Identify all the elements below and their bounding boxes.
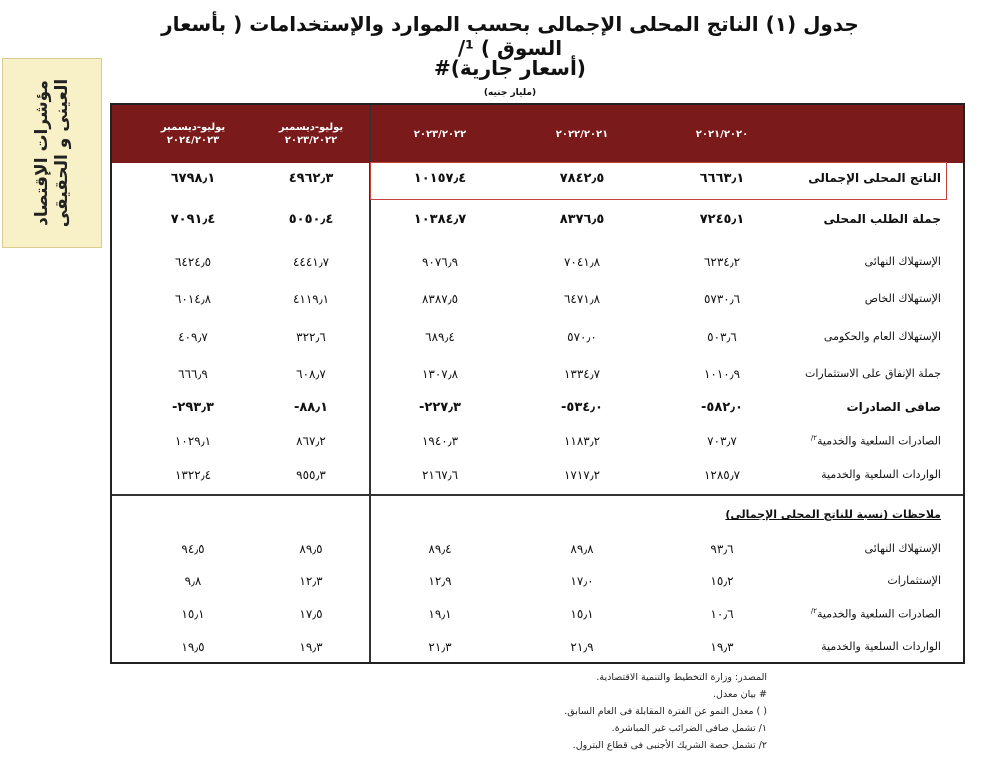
table-cell: ٤٠٩٫٧ [178,330,208,344]
table-cell: ١٣٠٧٫٨ [421,367,459,381]
table-cell: ٦٧٩٨٫١ [170,171,216,186]
table-cell: ١٥٫١ [181,607,205,621]
note-row [112,607,963,627]
table-cell: ٨٩٫٥ [299,542,323,556]
table-cell: ٧٢٤٥٫١ [699,212,745,227]
table-cell: ٨٣٨٧٫٥ [421,292,459,306]
table-cell: ٩٠٧٦٫٩ [421,255,459,269]
table-cell: ٨٣٧٦٫٥ [559,212,605,227]
table-cell: ٦٠١٤٫٨ [174,292,212,306]
table-cell: ٦٤٢٤٫٥ [174,255,212,269]
row-label: جملة الطلب المحلى [823,212,941,226]
col-header-2: ٢٠٢٢/٢٠٢١ [555,128,609,140]
table-cell: ١٩٫٥ [181,640,205,654]
row-label: صافى الصادرات [846,400,941,414]
note-row [112,574,963,594]
row-label: الصادرات السلعية والخدمية$^{٢/}$ [810,607,941,621]
table-cell: ١٣٣٤٫٧ [563,367,601,381]
table-cell: -٢٩٣٫٣ [171,400,214,415]
table-cell: ١٢٫٣ [299,574,323,588]
table-cell: ٤٤٤١٫٧ [292,255,330,269]
table-cell: ٥٠٥٠٫٤ [288,212,334,227]
col-header-4: يوليو-ديسمبر ٢٠٢٣/٢٠٢٢ [278,122,344,146]
table-cell: ٧٠٣٫٧ [707,434,737,448]
table-cell: ١٣٢٢٫٤ [174,468,212,482]
table-cell: ٧٠٩١٫٤ [170,212,216,227]
table-row [112,400,963,420]
table-cell: ٦٢٣٤٫٢ [703,255,741,269]
table-cell: ٨٩٫٨ [570,542,594,556]
row-label: الواردات السلعية والخدمية [821,640,941,653]
table-row [112,171,963,191]
table-cell: ١١٨٣٫٢ [563,434,601,448]
note-row [112,542,963,562]
table-cell: -٢٢٧٫٣ [418,400,461,415]
table-cell: ١٧٫٥ [299,607,323,621]
row-label: الصادرات السلعية والخدمية$^{٢/}$ [810,434,941,448]
row-label: الإستهلاك النهائى [864,255,941,268]
table-cell: ٩٫٨ [184,574,202,588]
footnote-source: المصدر: وزارة التخطيط والتنمية الاقتصادية. [596,672,767,683]
table-cell: ٦٨٩٫٤ [425,330,455,344]
notes-header: ملاحظات (نسبة للناتج المحلى الإجمالى) [725,508,941,521]
table-cell: ١٩٤٠٫٣ [421,434,459,448]
notes-header-row [112,508,963,528]
footnote-growth: ( ) معدل النمو عن الفترة المقابلة فى العام السابق. [564,706,767,717]
note-row [112,640,963,660]
table-cell: ٩٥٥٫٣ [296,468,326,482]
col-header-1: ٢٠٢١/٢٠٢٠ [695,128,749,140]
table-row [112,330,963,350]
row-label: الإستهلاك العام والحكومى [823,330,941,343]
side-tab [2,58,102,248]
table-cell: ٦٦٦٫٩ [178,367,208,381]
row-label: جملة الإنفاق على الاستثمارات [804,367,941,380]
table-cell: -٥٨٢٫٠ [700,400,743,415]
table-title: جدول (١) الناتج المحلى الإجمالى بحسب الموارد والإستخدامات ( بأسعار السوق ) ¹/ [161,12,859,60]
table-cell: ١٩٫١ [428,607,452,621]
table-cell: ٢١٦٧٫٦ [421,468,459,482]
table-cell: -٨٨٫١ [293,400,329,415]
side-tab-label: مؤشرات الإقتصاد العينى و الحقيقى [32,78,72,228]
col-header-5: يوليو-ديسمبر ٢٠٢٤/٢٠٢٣ [160,122,226,146]
table-cell: ١٥٫٢ [710,574,734,588]
table-cell: ٩٤٫٥ [181,542,205,556]
table-cell: ٨٩٫٤ [428,542,452,556]
table-cell: ١٠١٠٫٩ [703,367,741,381]
row-label: الإستهلاك النهائى [864,542,941,555]
table-cell: ٣٢٢٫٦ [296,330,326,344]
table-cell: ٧٨٤٢٫٥ [559,171,605,186]
table-unit: (مليار جنيه) [483,88,537,98]
table-cell: ٦٤٧١٫٨ [563,292,601,306]
table-cell: ١٢٨٥٫٧ [703,468,741,482]
table-cell: ١٠٣٨٤٫٧ [413,212,467,227]
table-cell: ٥٠٣٫٦ [707,330,737,344]
row-label: الواردات السلعية والخدمية [821,468,941,481]
table-cell: ٨٦٧٫٢ [296,434,326,448]
table-cell: ٦٦٦٣٫١ [699,171,745,186]
table-cell: ١٧١٧٫٢ [563,468,601,482]
table-row [112,292,963,312]
footnote-1: ١/ تشمل صافى الضرائب غير المباشرة. [611,723,767,734]
table-cell: ٤١١٩٫١ [292,292,330,306]
table-cell: -٥٣٤٫٠ [560,400,603,415]
table-cell: ١٢٫٩ [428,574,452,588]
table-cell: ٥٧٣٠٫٦ [703,292,741,306]
table-cell: ٤٩٦٢٫٣ [288,171,334,186]
table-cell: ١٥٫١ [570,607,594,621]
table-cell: ١٩٫٣ [299,640,323,654]
table-cell: ١٠٫٦ [710,607,734,621]
footnote-revised: # بيان معدل. [713,689,767,700]
table-cell: ٩٣٫٦ [710,542,734,556]
row-label: الإستثمارات [887,574,941,587]
table-cell: ١٠٢٩٫١ [174,434,212,448]
table-row [112,434,963,454]
table-cell: ٧٠٤١٫٨ [563,255,601,269]
table-cell: ٦٠٨٫٧ [296,367,326,381]
table-cell: ١٠١٥٧٫٤ [413,171,467,186]
row-label: الناتج المحلى الإجمالى [808,171,941,185]
table-cell: ١٩٫٣ [710,640,734,654]
table-cell: ١٧٫٠ [570,574,594,588]
table-row [112,367,963,387]
row-label: الإستهلاك الخاص [864,292,941,305]
table-cell: ٥٧٠٫٠ [567,330,597,344]
table-row [112,212,963,232]
table-cell: ٢١٫٩ [570,640,594,654]
section-divider [112,494,963,496]
table-subtitle: (أسعار جارية)# [434,56,586,80]
footnote-2: ٢/ تشمل حصة الشريك الأجنبى فى قطاع البترول. [572,740,767,751]
table-row [112,468,963,488]
col-header-3: ٢٠٢٣/٢٠٢٢ [413,128,467,140]
footnotes [267,672,767,757]
table-row [112,255,963,275]
table-cell: ٢١٫٣ [428,640,452,654]
